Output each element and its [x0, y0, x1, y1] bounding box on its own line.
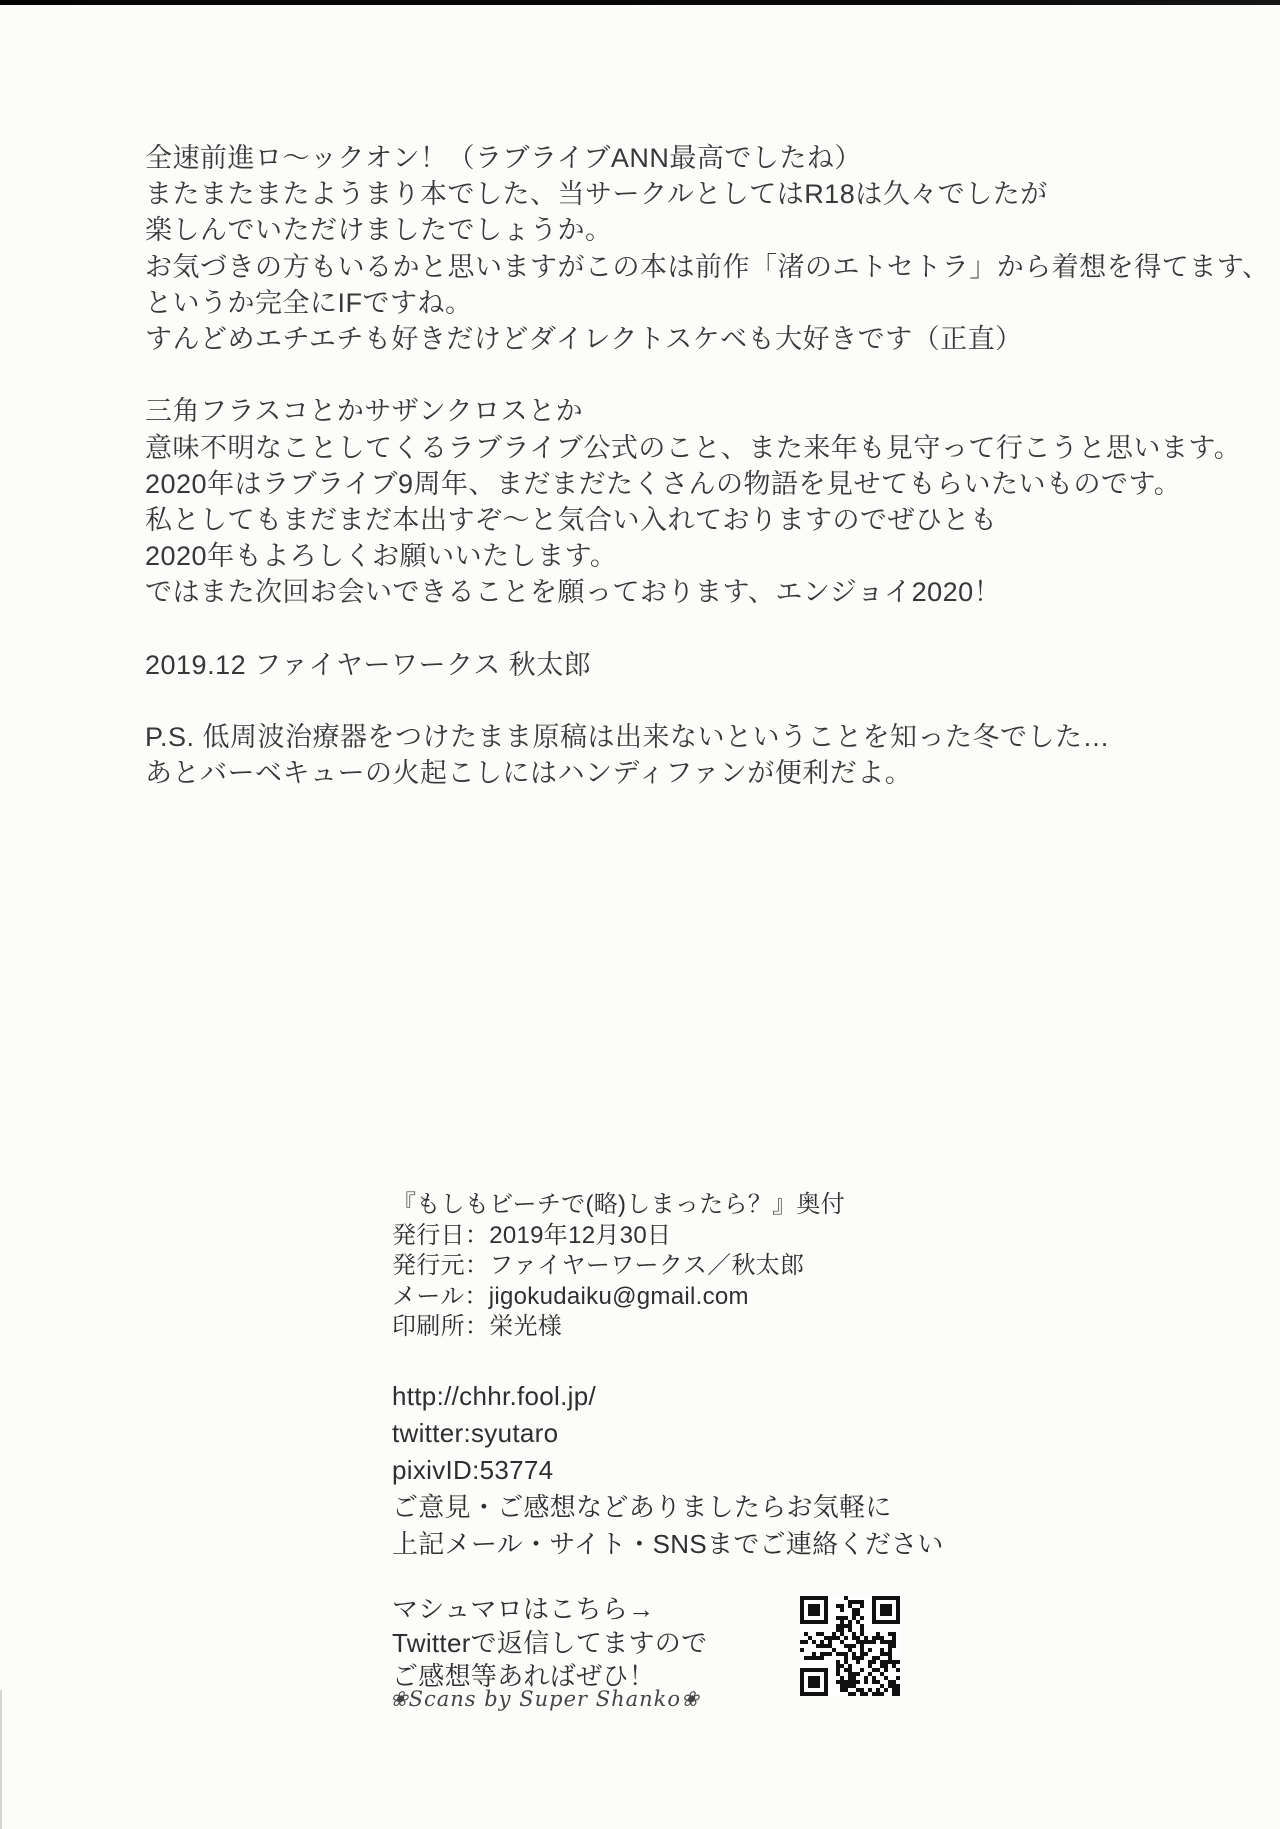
text-line: ご感想等あればぜひ！ — [392, 1661, 656, 1691]
text-line: 発行日：2019年12月30日 — [392, 1221, 672, 1249]
text-line: 発行元：ファイヤーワークス／秋太郎 — [392, 1252, 805, 1279]
text-line: 印刷所：栄光様 — [392, 1313, 563, 1340]
text-line: 私としてもまだまだ本出すぞ〜と気合い入れておりますのでぜひとも — [145, 505, 998, 536]
qr-code-icon — [800, 1596, 900, 1696]
text-line — [145, 683, 1255, 719]
text-line: 『もしもビーチで(略)しまったら？』奥付 — [392, 1191, 846, 1218]
text-line — [145, 611, 1255, 647]
colophon-info — [392, 1190, 1092, 1343]
text-line: またまたまたようまり本でした、当サークルとしてはR18は久々でしたが — [145, 179, 1048, 210]
marshmallow-note — [392, 1593, 812, 1694]
text-line: ご意見・ご感想などありましたらお気軽に — [392, 1492, 892, 1522]
text-line: Twitterで返信してますので — [392, 1627, 708, 1658]
text-line: マシュマロはこちら→ — [392, 1594, 655, 1624]
scan-edge-top — [0, 0, 1280, 5]
text-line: 2020年もよろしくお願いいたします。 — [145, 541, 618, 572]
text-line: メール：jigokudaiku@gmail.com — [392, 1282, 749, 1310]
scan-edge-left — [0, 1690, 2, 1829]
contact-info — [392, 1378, 1092, 1563]
text-line: http://chhr.fool.jp/ — [392, 1381, 597, 1411]
afterword-text — [145, 140, 1270, 792]
text-line: pixivID:53774 — [392, 1455, 554, 1485]
text-line: 三角フラスコとかサザンクロスとか — [145, 396, 584, 427]
text-line: P.S. 低周波治療器をつけたまま原稿は出来ないということを知った冬でした… — [145, 722, 1111, 753]
text-line: twitter:syutaro — [392, 1418, 559, 1448]
text-line: 2019.12 ファイヤーワークス 秋太郎 — [145, 649, 592, 680]
text-line: というか完全にIFですね。 — [145, 287, 473, 318]
text-line: ではまた次回お会いできることを願っております、エンジョイ2020！ — [145, 577, 1002, 608]
text-line: 意味不明なことしてくるラブライブ公式のこと、また来年も見守って行こうと思います。 — [145, 432, 1242, 463]
text-line: あとバーベキューの火起こしにはハンディファンが便利だよ。 — [145, 758, 913, 789]
text-line: 楽しんでいただけましたでしょうか。 — [145, 215, 613, 246]
text-line: 上記メール・サイト・SNSまでご連絡ください — [392, 1529, 944, 1559]
text-line: お気づきの方もいるかと思いますがこの本は前作「渚のエトセトラ」から着想を得てます、 — [145, 251, 1270, 282]
text-line: 全速前進ロ〜ックオン！（ラブライブANN最高でしたね） — [145, 143, 862, 173]
text-line — [145, 357, 1255, 393]
scanner-credit: ❀Scans by Super Shanko❀ — [390, 1687, 700, 1711]
text-line: すんどめエチエチも好きだけどダイレクトスケベも大好きです（正直） — [145, 324, 1023, 355]
text-line: 2020年はラブライブ9周年、まだまだたくさんの物語を見せてもらいたいものです。 — [145, 468, 1182, 499]
